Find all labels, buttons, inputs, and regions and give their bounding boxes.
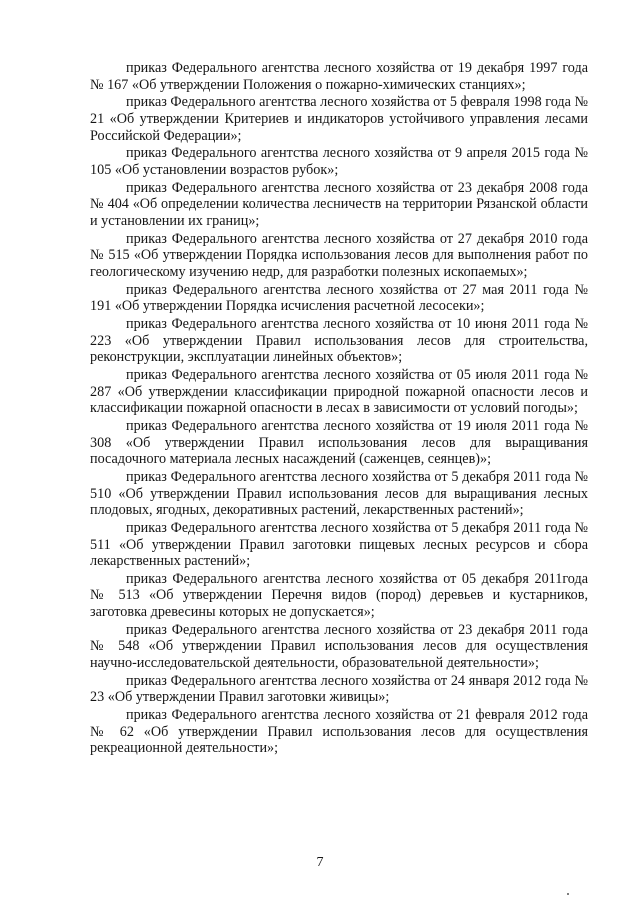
paragraph-prikaz-511: приказ Федерального агентства лесного хозяйства от 5 декабря 2011 года № 511 «Об утверждении Правил заготовки пищевых лесных ресурсов и сбора лекарственных растений»; [90,519,588,570]
paragraph-prikaz-23: приказ Федерального агентства лесного хозяйства от 24 января 2012 года № 23 «Об утверждении Правил заготовки живицы»; [90,672,588,706]
paragraph-prikaz-510: приказ Федерального агентства лесного хозяйства от 5 декабря 2011 года № 510 «Об утверждении Правил использования лесов для выращивания лесных плодовых, ягодных, декоративных растений, лекарственных растений»; [90,468,588,519]
document-body [90,60,588,758]
paragraph-prikaz-21: приказ Федерального агентства лесного хозяйства от 5 февраля 1998 года № 21 «Об утверждении Критериев и индикаторов устойчивого управления лесами Российской Федерации»; [90,94,589,144]
paragraph-prikaz-105: приказ Федерального агентства лесного хозяйства от 9 апреля 2015 года № 105 «Об установлении возрастов рубок»; [90,145,588,178]
paragraph-prikaz-513: приказ Федерального агентства лесного хозяйства от 05 декабря 2011года № 513 «Об утверждении Перечня видов (пород) деревьев и кустарников, заготовка древесины которых не допускается»; [90,570,588,621]
paragraph-prikaz-308: приказ Федерального агентства лесного хозяйства от 19 июля 2011 года № 308 «Об утверждении Правил использования лесов для выращивания посадочного материала лесных насаждений (саженцев, сеянцев)»; [90,417,588,468]
paragraph-prikaz-191: приказ Федерального агентства лесного хозяйства от 27 мая 2011 года № 191 «Об утверждении Порядка исчисления расчетной лесосеки»; [90,281,588,315]
paragraph-prikaz-548: приказ Федерального агентства лесного хозяйства от 23 декабря 2011 года № 548 «Об утверждении Правил использования лесов для осуществления научно-исследовательской деятельности, образовательной деятельности»; [90,621,588,672]
paragraph-prikaz-167: приказ Федерального агентства лесного хозяйства от 19 декабря 1997 года № 167 «Об утверждении Положения о пожарно-химических станциях»; [90,60,588,93]
paragraph-prikaz-62: приказ Федерального агентства лесного хозяйства от 21 февраля 2012 года № 62 «Об утверждении Правил использования лесов для осуществления рекреационной деятельности»; [90,707,588,757]
paragraph-prikaz-515: приказ Федерального агентства лесного хозяйства от 27 декабря 2010 года № 515 «Об утверждении Порядка использования лесов для выполнения работ по геологическому изучению недр, для разработки полезных ископаемых»; [90,230,588,280]
paragraph-prikaz-287: приказ Федерального агентства лесного хозяйства от 05 июля 2011 года № 287 «Об утверждении классификации природной пожарной опасности лесов и классификации пожарной опасности в лесах в зависимости от условий погоды»; [90,367,588,417]
scan-speck [567,893,569,895]
paragraph-prikaz-404: приказ Федерального агентства лесного хозяйства от 23 декабря 2008 года № 404 «Об определении количества лесничеств на территории Рязанской области и установлении их границ»; [90,179,588,229]
paragraph-prikaz-223: приказ Федерального агентства лесного хозяйства от 10 июня 2011 года № 223 «Об утверждении Правил использования лесов для строительства, реконструкции, эксплуатации линейных объектов»; [90,316,588,366]
page-number: 7 [316,855,324,870]
